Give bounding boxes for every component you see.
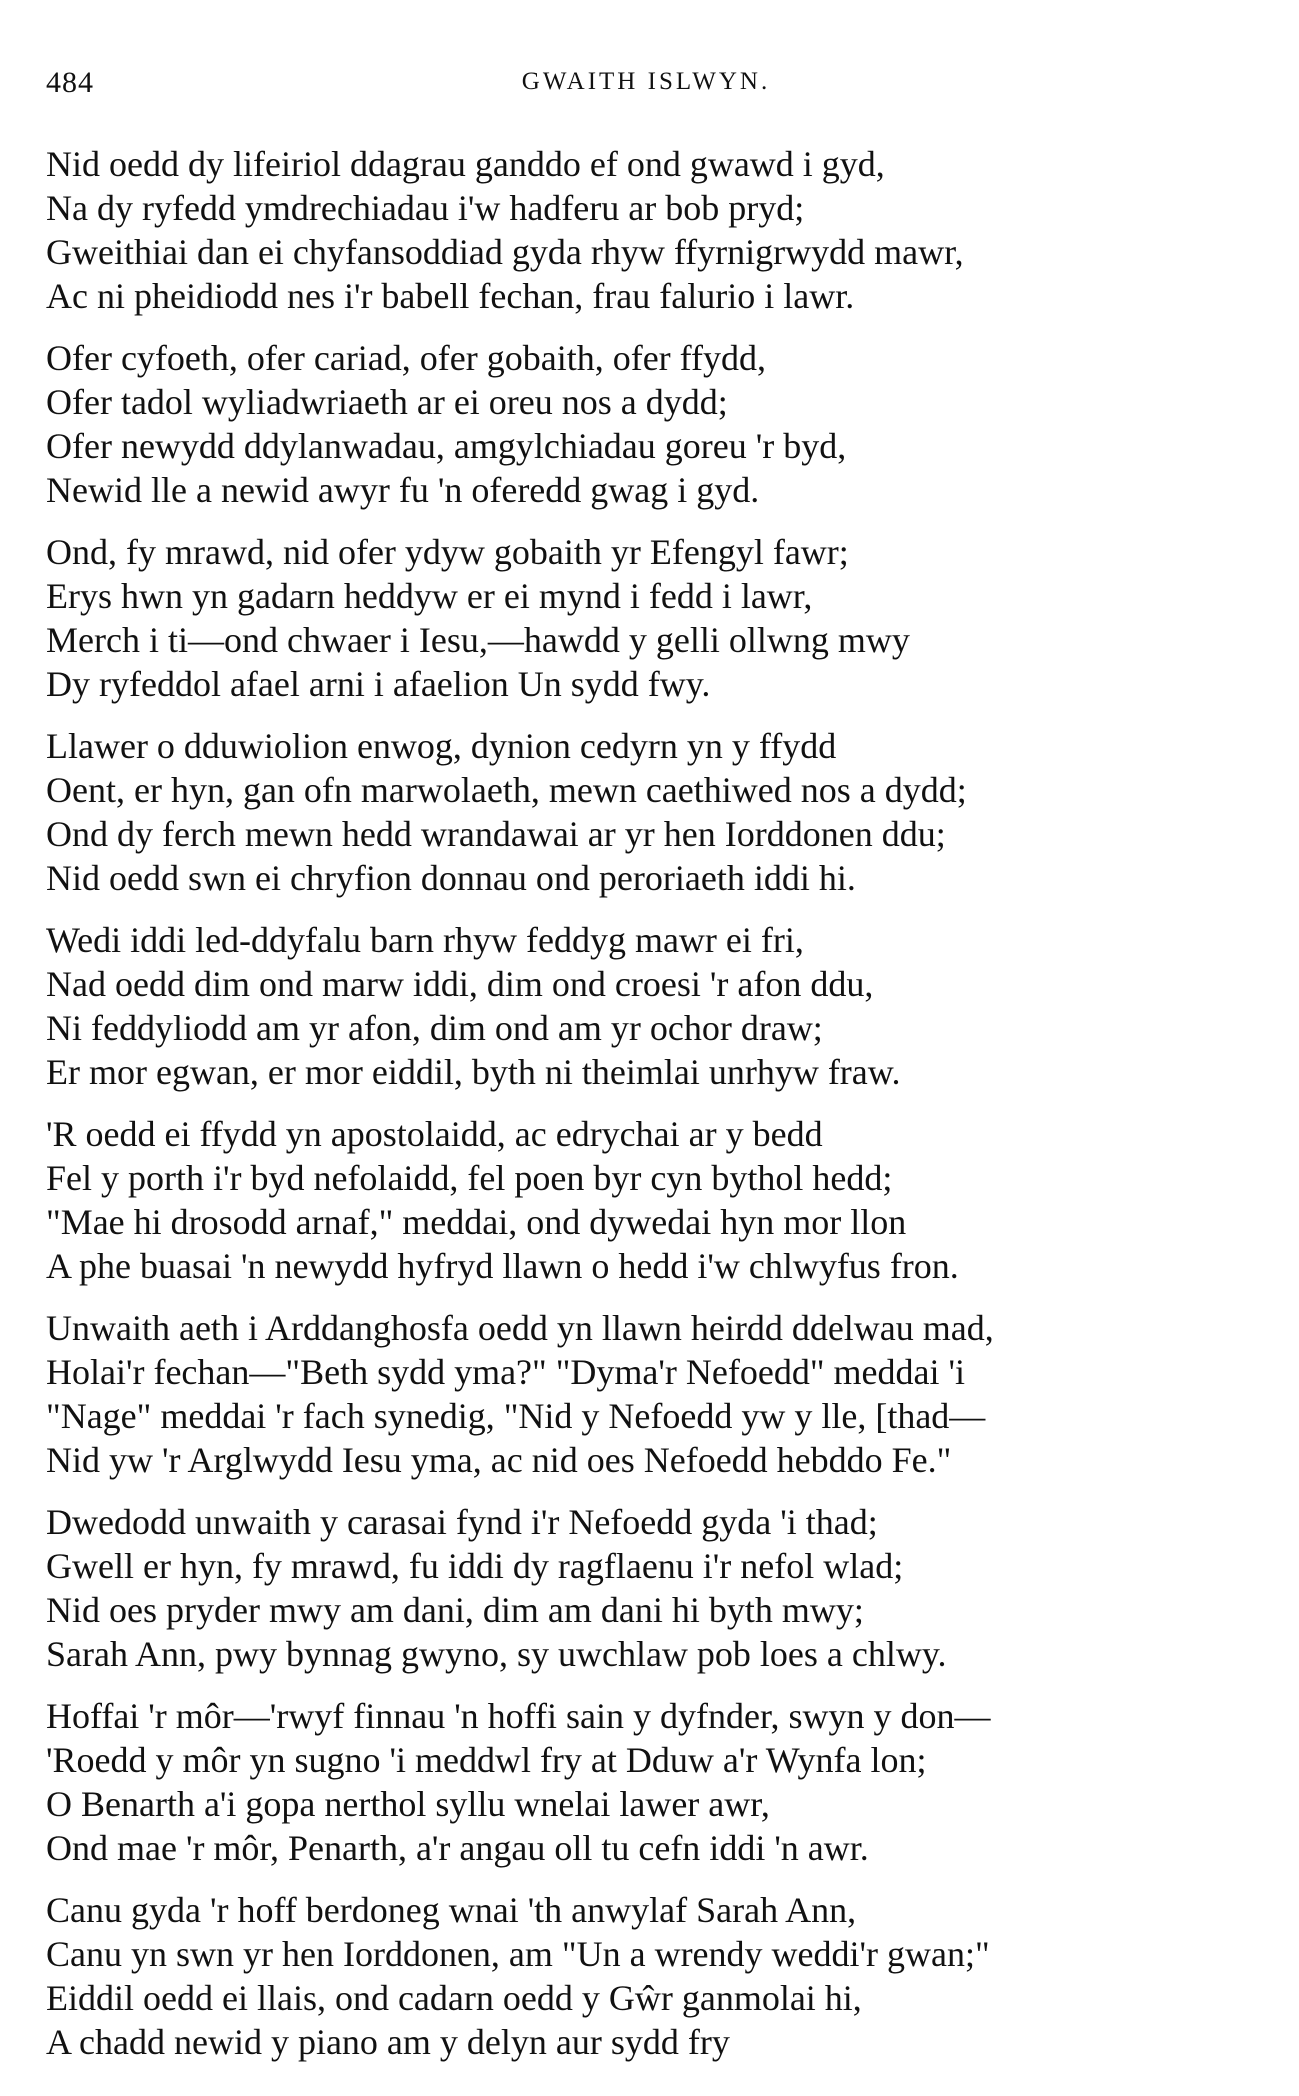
poem-line: Er mor egwan, er mor eiddil, byth ni theimlai unrhyw fraw. — [46, 1052, 901, 1092]
stanza — [46, 724, 1261, 900]
poem-line: Nid oedd swn ei chryfion donnau ond peroriaeth iddi hi. — [46, 858, 856, 898]
poem-line: Ni feddyliodd am yr afon, dim ond am yr ochor draw; — [46, 1008, 823, 1048]
poem-line: Gweithiai dan ei chyfansoddiad gyda rhyw ffyrnigrwydd mawr, — [46, 232, 964, 272]
poem-line: Nid yw 'r Arglwydd Iesu yma, ac nid oes Nefoedd hebddo Fe." — [46, 1440, 952, 1480]
poem-line: Oent, er hyn, gan ofn marwolaeth, mewn caethiwed nos a dydd; — [46, 770, 967, 810]
running-title: GWAITH ISLWYN. — [521, 68, 771, 95]
poem-line: 'Roedd y môr yn sugno 'i meddwl fry at Dduw a'r Wynfa lon; — [46, 1740, 927, 1780]
stanza — [46, 530, 1261, 706]
poem-line: Dwedodd unwaith y carasai fynd i'r Nefoedd gyda 'i thad; — [46, 1502, 878, 1542]
poem-line: Nid oes pryder mwy am dani, dim am dani hi byth mwy; — [46, 1590, 864, 1630]
poem-line: Ond dy ferch mewn hedd wrandawai ar yr hen Iorddonen ddu; — [46, 814, 946, 854]
poem-line: "Mae hi drosodd arnaf," meddai, ond dywedai hyn mor llon — [46, 1202, 907, 1242]
poem-line: Ofer cyfoeth, ofer cariad, ofer gobaith, ofer ffydd, — [46, 338, 766, 378]
poem-line: Newid lle a newid awyr fu 'n oferedd gwag i gyd. — [46, 470, 760, 510]
poem-line: A chadd newid y piano am y delyn aur sydd fry — [46, 2022, 730, 2062]
poem-line: Erys hwn yn gadarn heddyw er ei mynd i fedd i lawr, — [46, 576, 813, 616]
poem-line: "Nage" meddai 'r fach synedig, "Nid y Nefoedd yw y lle, [thad— — [46, 1396, 986, 1436]
poem-line: O Benarth a'i gopa nerthol syllu wnelai lawer awr, — [46, 1784, 770, 1824]
stanza — [46, 1306, 1261, 1482]
page-number: 484 — [46, 66, 94, 99]
poem-line: Eiddil oedd ei llais, ond cadarn oedd y Gŵr ganmolai hi, — [46, 1978, 862, 2018]
stanza — [46, 1112, 1261, 1288]
stanza — [46, 918, 1261, 1094]
stanza — [46, 1694, 1261, 1870]
poem-line: Fel y porth i'r byd nefolaidd, fel poen byr cyn bythol hedd; — [46, 1158, 893, 1198]
stanza — [46, 1888, 1261, 2064]
poem-line: Ofer tadol wyliadwriaeth ar ei oreu nos a dydd; — [46, 382, 728, 422]
poem-line: Holai'r fechan—"Beth sydd yma?" "Dyma'r Nefoedd" meddai 'i — [46, 1352, 965, 1392]
poem-line: Canu gyda 'r hoff berdoneg wnai 'th anwylaf Sarah Ann, — [46, 1890, 857, 1930]
poem-line: Ond mae 'r môr, Penarth, a'r angau oll tu cefn iddi 'n awr. — [46, 1828, 869, 1868]
poem-line: 'R oedd ei ffydd yn apostolaidd, ac edrychai ar y bedd — [46, 1114, 823, 1154]
poem-line: Merch i ti—ond chwaer i Iesu,—hawdd y gelli ollwng mwy — [46, 620, 910, 660]
poem-line: Dy ryfeddol afael arni i afaelion Un sydd fwy. — [46, 664, 711, 704]
poem-line: Ac ni pheidiodd nes i'r babell fechan, frau falurio i lawr. — [46, 276, 855, 316]
poem-line: Unwaith aeth i Arddanghosfa oedd yn llawn heirdd ddelwau mad, — [46, 1308, 994, 1348]
poem-body — [46, 142, 1261, 2082]
poem-line: Na dy ryfedd ymdrechiadau i'w hadferu ar bob pryd; — [46, 188, 805, 228]
poem-line: Nid oedd dy lifeiriol ddagrau ganddo ef ond gwawd i gyd, — [46, 144, 885, 184]
poem-line: Hoffai 'r môr—'rwyf finnau 'n hoffi sain y dyfnder, swyn y don— — [46, 1696, 991, 1736]
stanza — [46, 142, 1261, 318]
poem-line: Sarah Ann, pwy bynnag gwyno, sy uwchlaw pob loes a chlwy. — [46, 1634, 947, 1674]
running-head — [46, 66, 1246, 106]
poem-line: Ond, fy mrawd, nid ofer ydyw gobaith yr Efengyl fawr; — [46, 532, 849, 572]
poem-line: A phe buasai 'n newydd hyfryd llawn o hedd i'w chlwyfus fron. — [46, 1246, 959, 1286]
stanza — [46, 1500, 1261, 1676]
poem-line: Gwell er hyn, fy mrawd, fu iddi dy ragflaenu i'r nefol wlad; — [46, 1546, 904, 1586]
poem-line: Nad oedd dim ond marw iddi, dim ond croesi 'r afon ddu, — [46, 964, 874, 1004]
poem-line: Llawer o dduwiolion enwog, dynion cedyrn yn y ffydd — [46, 726, 837, 766]
poem-line: Canu yn swn yr hen Iorddonen, am "Un a wrendy weddi'r gwan;" — [46, 1934, 990, 1974]
poem-line: Ofer newydd ddylanwadau, amgylchiadau goreu 'r byd, — [46, 426, 847, 466]
stanza — [46, 336, 1261, 512]
poem-line: Wedi iddi led-ddyfalu barn rhyw feddyg mawr ei fri, — [46, 920, 804, 960]
